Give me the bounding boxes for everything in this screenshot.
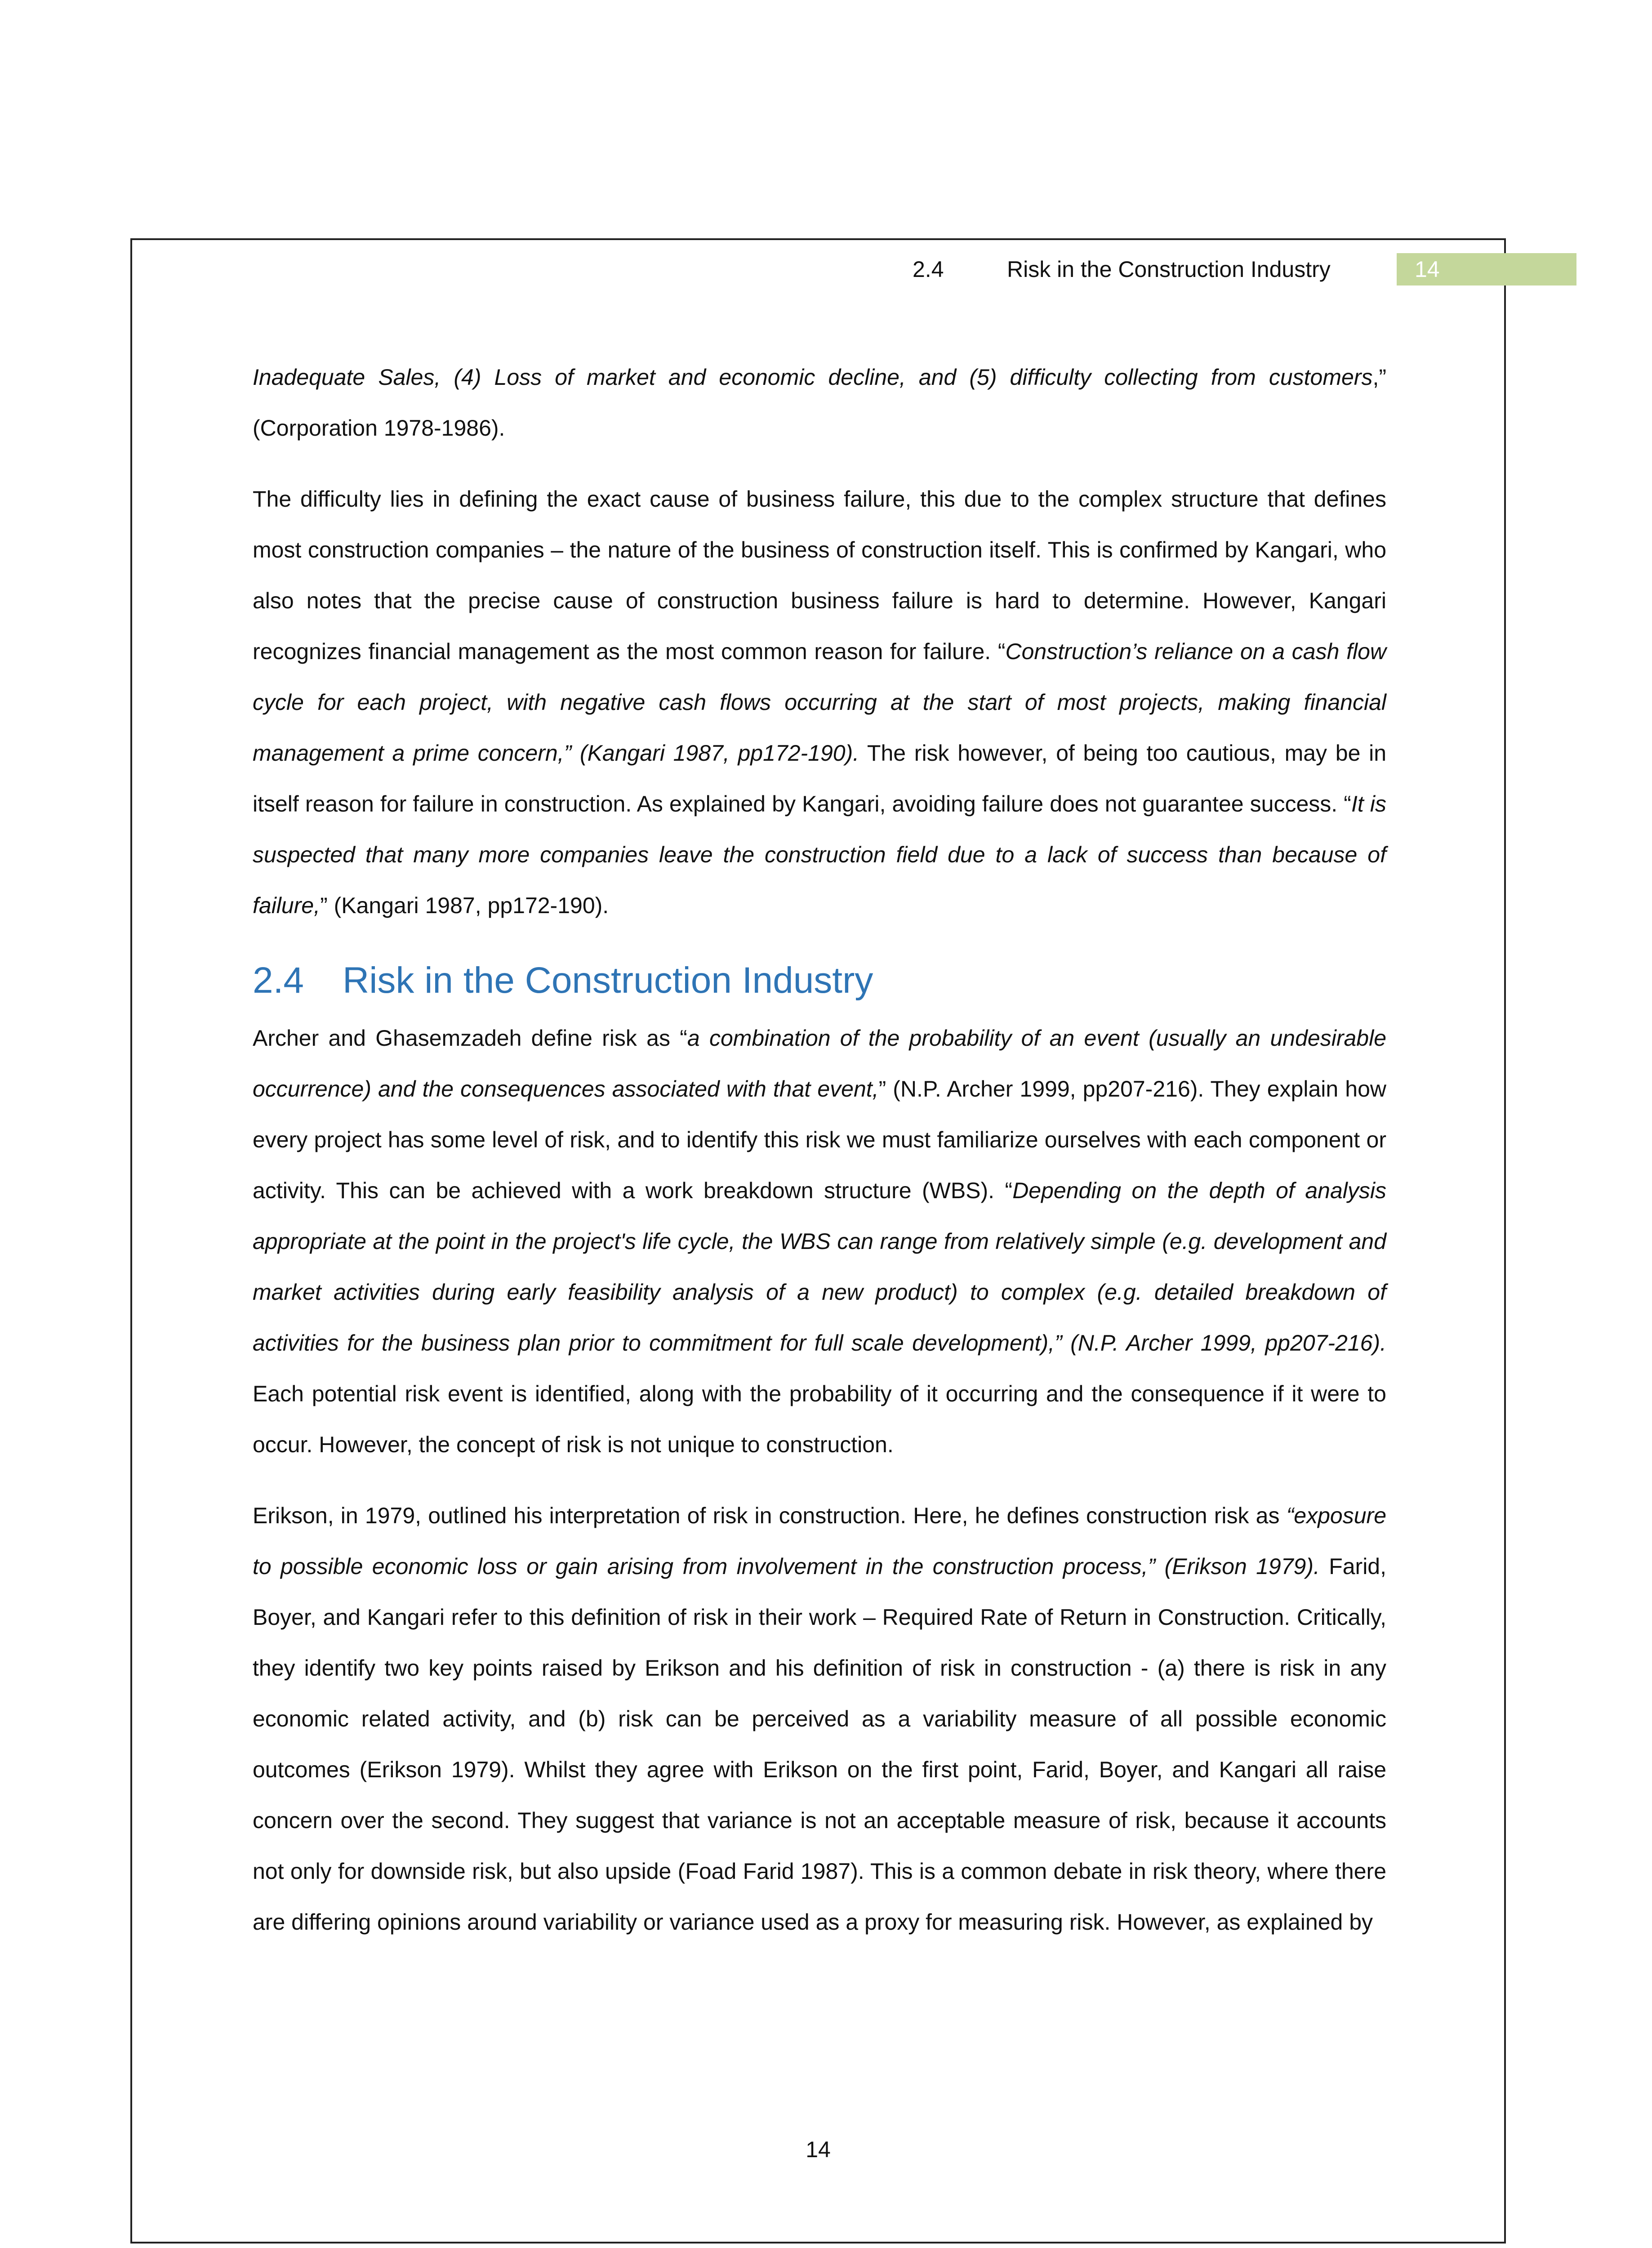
p3-quote-1: a combination of the probability of an event (usually an undesirable occurrence) and the consequences associated with that event, <box>253 1026 1387 1102</box>
p4-text-2: Farid, Boyer, and Kangari refer to this definition of risk in their work – Required Rate of Return in Construction. Critically, they identify two key points raised by Erikson and his definition of risk in construction - (a) there is risk in any economic related activity, and (b) risk can be perceived as a variability measure of all possible economic outcomes (Erikson 1979). Whilst they agree with Erikson on the first point, Farid, Boyer, and Kangari all raise concern over the second. They suggest that variance is not an acceptable measure of risk, because it accounts not only for downside risk, but also upside (Foad Farid 1987). This is a common debate in risk theory, where there are differing opinions around variability or variance used as a proxy for measuring risk. However, as explained by <box>253 1554 1387 1935</box>
paragraph-3 <box>253 1013 1386 1470</box>
p4-quote: “exposure to possible economic loss or gain arising from involvement in the construction process,” (Erikson 1979). <box>253 1503 1386 1579</box>
running-header <box>854 253 1618 285</box>
p2-text-1: The difficulty lies in defining the exact cause of business failure, this due to the complex structure that defines most construction companies – the nature of the business of construction itself. This is confirmed by Kangari, who also notes that the precise cause of construction business failure is hard to determine. However, Kangari recognizes financial management as the most common reason for failure. “ <box>253 486 1386 664</box>
paragraph-4 <box>253 1490 1386 1948</box>
p2-quote-1: Construction’s reliance on a cash flow cycle for each project, with negative cash flows occurring at the start of most projects, making financial management a prime concern,” (Kangari 1987, pp172-190). <box>253 639 1386 766</box>
paragraph-2 <box>253 474 1386 931</box>
p4-text-1: Erikson, in 1979, outlined his interpretation of risk in construction. Here, he defines construction risk as <box>253 1503 1287 1528</box>
header-section-title: Risk in the Construction Industry <box>1007 257 1331 282</box>
p2-citation: ” (Kangari 1987, pp172-190). <box>320 893 609 918</box>
p3-quote-2: Depending on the depth of analysis appropriate at the point in the project's life cycle, the WBS can range from relatively simple (e.g. development and market activities during early feasibility analysis of a new product) to complex (e.g. detailed breakdown of activities for the business plan prior to commitment for full scale development),” (N.P. Archer 1999, pp207-216). <box>253 1178 1386 1356</box>
p2-quote-2: It is suspected that many more companies leave the construction field due to a lack of success than because of failure, <box>253 791 1386 918</box>
p3-text-2: ” (N.P. Archer 1999, pp207-216). They explain how every project has some level of risk, and to identify this risk we must familiarize ourselves with each component or activity. This can be achieved with a work breakdown structure (WBS). “ <box>253 1076 1386 1203</box>
p1-quote: Inadequate Sales, (4) Loss of market and economic decline, and (5) difficulty collecting from customers <box>253 365 1373 390</box>
p2-text-2: The risk however, of being too cautious, may be in itself reason for failure in construction. As explained by Kangari, avoiding failure does not guarantee success. “ <box>253 740 1386 816</box>
header-page-badge: 14 <box>1397 253 1576 285</box>
paragraph-1 <box>253 352 1386 454</box>
body-text <box>253 352 1386 1968</box>
heading-number: 2.4 <box>253 960 304 1001</box>
p3-text-3: Each potential risk event is identified, along with the probability of it occurring and the consequence if it were to occur. However, the concept of risk is not unique to construction. <box>253 1381 1386 1457</box>
p3-text-1: Archer and Ghasemzadeh define risk as “ <box>253 1026 687 1051</box>
footer-page-number: 14 <box>806 2137 831 2162</box>
section-heading <box>253 954 1386 1008</box>
p1-citation: ,” (Corporation 1978-1986). <box>253 365 1386 441</box>
heading-title: Risk in the Construction Industry <box>343 960 873 1001</box>
header-section-number: 2.4 <box>913 257 944 282</box>
